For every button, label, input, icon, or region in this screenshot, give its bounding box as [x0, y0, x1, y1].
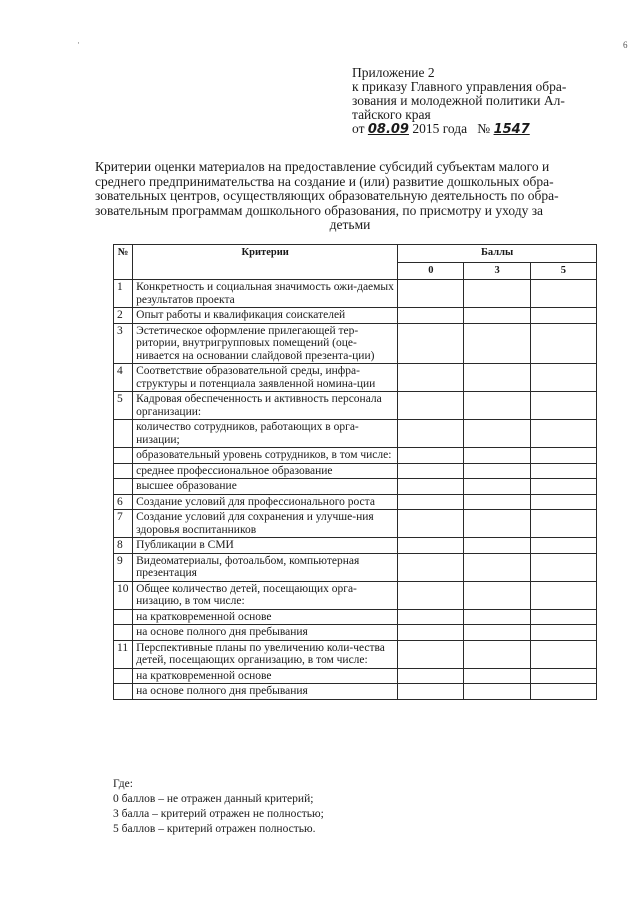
- row-number: 3: [114, 323, 133, 364]
- score-cell: [464, 420, 530, 448]
- score-cell: [464, 308, 530, 324]
- score-cell: [464, 280, 530, 308]
- date-suffix: 2015 года: [412, 121, 468, 136]
- table-row: [114, 625, 597, 641]
- score-cell: [398, 581, 464, 609]
- score-cell: [530, 420, 596, 448]
- corner-mark: ·: [77, 38, 80, 48]
- title-line-4: зовательным программам дошкольного образования, по присмотру и уходу за: [95, 202, 544, 218]
- score-cell: [464, 538, 530, 554]
- score-cell: [464, 625, 530, 641]
- table-row: [114, 463, 597, 479]
- score-cell: [398, 609, 464, 625]
- row-criterion: Создание условий для профессионального роста: [133, 494, 398, 510]
- score-cell: [398, 280, 464, 308]
- score-cell: [398, 420, 464, 448]
- score-cell: [530, 668, 596, 684]
- appendix-date-line: [352, 122, 566, 137]
- row-criterion: среднее профессиональное образование: [133, 463, 398, 479]
- document-title: [95, 160, 605, 233]
- table-row: [114, 420, 597, 448]
- row-number: [114, 479, 133, 495]
- row-criterion: Кадровая обеспеченность и активность персонала организации:: [133, 392, 398, 420]
- score-cell: [398, 625, 464, 641]
- score-cell: [464, 364, 530, 392]
- score-cell: [530, 553, 596, 581]
- score-cell: [398, 640, 464, 668]
- score-cell: [398, 323, 464, 364]
- score-cell: [464, 581, 530, 609]
- header-scores: Баллы: [398, 245, 597, 263]
- row-criterion: Соответствие образовательной среды, инфра-структуры и потенциала заявленной номина-ции: [133, 364, 398, 392]
- row-criterion: на основе полного дня пребывания: [133, 684, 398, 700]
- table-row: [114, 668, 597, 684]
- row-number: [114, 684, 133, 700]
- row-number: 1: [114, 280, 133, 308]
- appendix-line-1: Приложение 2: [352, 65, 435, 80]
- row-number: [114, 448, 133, 464]
- score-cell: [398, 684, 464, 700]
- score-cell: [464, 479, 530, 495]
- score-cell: [530, 364, 596, 392]
- legend-item: 0 баллов – не отражен данный критерий;: [113, 793, 314, 805]
- criteria-table: [113, 244, 597, 700]
- table-row: [114, 538, 597, 554]
- table-row: [114, 494, 597, 510]
- score-cell: [398, 392, 464, 420]
- score-cell: [530, 640, 596, 668]
- score-cell: [464, 640, 530, 668]
- title-line-2: среднего предпринимательства на создание и (или) развитие дошкольных обра-: [95, 173, 554, 189]
- table-row: [114, 323, 597, 364]
- row-criterion: количество сотрудников, работающих в орга-низации;: [133, 420, 398, 448]
- score-cell: [464, 510, 530, 538]
- row-criterion: на кратковременной основе: [133, 609, 398, 625]
- page-number: 6: [623, 40, 628, 50]
- score-cell: [530, 510, 596, 538]
- score-cell: [530, 581, 596, 609]
- row-number: [114, 463, 133, 479]
- legend: [113, 777, 324, 837]
- header-criteria: Критерии: [133, 245, 398, 280]
- score-cell: [398, 538, 464, 554]
- row-criterion: Видеоматериалы, фотоальбом, компьютерная презентация: [133, 553, 398, 581]
- row-number: 10: [114, 581, 133, 609]
- score-cell: [464, 684, 530, 700]
- table-row: [114, 581, 597, 609]
- score-cell: [398, 668, 464, 684]
- score-cell: [530, 494, 596, 510]
- number-prefix: №: [477, 121, 491, 136]
- score-cell: [464, 494, 530, 510]
- table-row: [114, 553, 597, 581]
- table-row: [114, 609, 597, 625]
- score-cell: [398, 479, 464, 495]
- score-cell: [530, 463, 596, 479]
- row-number: [114, 668, 133, 684]
- legend-item: 5 баллов – критерий отражен полностью.: [113, 823, 316, 835]
- row-number: [114, 420, 133, 448]
- header-score-0: 0: [398, 262, 464, 280]
- row-criterion: Конкретность и социальная значимость ожи-даемых результатов проекта: [133, 280, 398, 308]
- row-number: [114, 625, 133, 641]
- score-cell: [464, 553, 530, 581]
- row-number: [114, 609, 133, 625]
- table-row: [114, 448, 597, 464]
- row-criterion: образовательный уровень сотрудников, в том числе:: [133, 448, 398, 464]
- table-row: [114, 364, 597, 392]
- row-criterion: Эстетическое оформление прилегающей тер-ритории, внутригрупповых помещений (оце-нивается на основании слайдовой презента-ции): [133, 323, 398, 364]
- header-num: №: [114, 245, 133, 280]
- row-criterion: на основе полного дня пребывания: [133, 625, 398, 641]
- table-row: [114, 280, 597, 308]
- score-cell: [464, 392, 530, 420]
- table-row: [114, 479, 597, 495]
- title-line-5: детьми: [329, 217, 371, 232]
- appendix-line-4: тайского края: [352, 107, 431, 122]
- number-handwritten: 1547: [493, 122, 530, 137]
- score-cell: [530, 609, 596, 625]
- row-number: 2: [114, 308, 133, 324]
- row-criterion: высшее образование: [133, 479, 398, 495]
- row-criterion: Создание условий для сохранения и улучше-ния здоровья воспитанников: [133, 510, 398, 538]
- appendix-line-2: к приказу Главного управления обра-: [352, 79, 567, 94]
- row-number: 8: [114, 538, 133, 554]
- score-cell: [464, 448, 530, 464]
- table-row: [114, 392, 597, 420]
- score-cell: [464, 463, 530, 479]
- row-number: 5: [114, 392, 133, 420]
- row-number: 11: [114, 640, 133, 668]
- score-cell: [398, 308, 464, 324]
- score-cell: [398, 463, 464, 479]
- row-number: 7: [114, 510, 133, 538]
- score-cell: [530, 323, 596, 364]
- row-number: 6: [114, 494, 133, 510]
- table-row: [114, 510, 597, 538]
- score-cell: [530, 479, 596, 495]
- score-cell: [530, 448, 596, 464]
- score-cell: [464, 609, 530, 625]
- score-cell: [530, 684, 596, 700]
- appendix-line-3: зования и молодежной политики Ал-: [352, 93, 565, 108]
- score-cell: [398, 448, 464, 464]
- score-cell: [464, 323, 530, 364]
- legend-item: 3 балла – критерий отражен не полностью;: [113, 808, 324, 820]
- score-cell: [530, 625, 596, 641]
- row-number: 4: [114, 364, 133, 392]
- score-cell: [530, 280, 596, 308]
- row-criterion: на кратковременной основе: [133, 668, 398, 684]
- legend-heading: Где:: [113, 778, 133, 790]
- score-cell: [530, 538, 596, 554]
- appendix-header: [352, 66, 566, 137]
- score-cell: [398, 364, 464, 392]
- table-row: [114, 640, 597, 668]
- table-row: [114, 308, 597, 324]
- row-criterion: Перспективные планы по увеличению коли-чества детей, посещающих организацию, в том числе:: [133, 640, 398, 668]
- row-criterion: Публикации в СМИ: [133, 538, 398, 554]
- title-line-1: Критерии оценки материалов на предоставление субсидий субъектам малого и: [95, 159, 550, 174]
- score-cell: [464, 668, 530, 684]
- header-score-5: 5: [530, 262, 596, 280]
- score-cell: [530, 308, 596, 324]
- row-number: 9: [114, 553, 133, 581]
- header-score-3: 3: [464, 262, 530, 280]
- row-criterion: Общее количество детей, посещающих орга-низацию, в том числе:: [133, 581, 398, 609]
- score-cell: [398, 553, 464, 581]
- row-criterion: Опыт работы и квалификация соискателей: [133, 308, 398, 324]
- score-cell: [398, 494, 464, 510]
- score-cell: [398, 510, 464, 538]
- date-handwritten: 08.09: [367, 122, 409, 137]
- table-row: [114, 684, 597, 700]
- score-cell: [530, 392, 596, 420]
- title-line-3: зовательных центров, осуществляющих образовательную деятельность по обра-: [95, 188, 559, 203]
- date-prefix: от: [352, 121, 365, 136]
